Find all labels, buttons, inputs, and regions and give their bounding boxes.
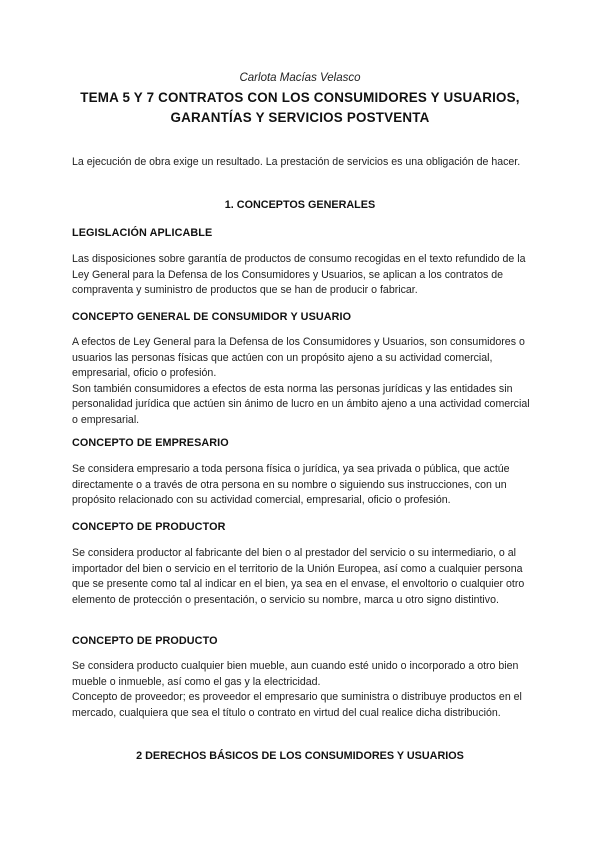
empresario-paragraph (72, 462, 536, 509)
producto-text-2: Concepto de proveedor; es proveedor el empresario que suministra o distribuye productos en el mercado, cualquiera que sea el título o contrato en virtud del cual realice dicha distribución. (72, 691, 522, 719)
subheading-legislacion-aplicable: LEGISLACIÓN APLICABLE (72, 227, 213, 239)
document-title: TEMA 5 Y 7 CONTRATOS CON LOS CONSUMIDORES Y USUARIOS, GARANTÍAS Y SERVICIOS POSTVENTA (80, 90, 520, 125)
subheading-concepto-productor: CONCEPTO DE PRODUCTOR (72, 521, 226, 533)
productor-paragraph (72, 546, 536, 608)
consumidor-paragraph (72, 335, 536, 429)
legislacion-text: Las disposiciones sobre garantía de productos de consumo recogidas en el texto refundido de la Ley General para la Defensa de los Consumidores y Usuarios, se aplican a los contratos de compraventa y suministro de productos que se han de producir o fabricar. (72, 253, 526, 297)
producto-paragraph (72, 659, 536, 721)
consumidor-text-2: Son también consumidores a efectos de esta norma las personas jurídicas y las entidades sin personalidad jurídica que actúen sin ánimo de lucro en un ámbito ajeno a una actividad comercial o empresarial. (72, 382, 530, 426)
subheading-concepto-producto: CONCEPTO DE PRODUCTO (72, 635, 218, 647)
consumidor-text-1: A efectos de Ley General para la Defensa de los Consumidores y Usuarios, son consumidores o usuarios las personas físicas que actúen con un propósito ajeno a su actividad comercial, empresarial, oficio o profesión. (72, 336, 525, 380)
section-heading-conceptos-generales: 1. CONCEPTOS GENERALES (224, 199, 376, 211)
subheading-concepto-empresario: CONCEPTO DE EMPRESARIO (72, 437, 229, 449)
productor-text: Se considera productor al fabricante del bien o al prestador del servicio o su intermediario, o al importador del bien o servicio en el territorio de la Unión Europea, así como a cualquier persona que se presente como tal al indicar en el bien, ya sea en el envase, el envoltorio o cualquier otro elemento de protección o presentación, o servicio su nombre, marca u otro signo distintivo. (72, 547, 525, 606)
intro-paragraph (72, 155, 536, 171)
section-heading-derechos-basicos: 2 DERECHOS BÁSICOS DE LOS CONSUMIDORES Y USUARIOS (136, 750, 464, 762)
legislacion-paragraph (72, 252, 536, 299)
producto-text-1: Se considera producto cualquier bien mueble, aun cuando esté unido o incorporado a otro bien mueble o inmueble, así como el gas y la electricidad. (72, 660, 519, 688)
empresario-text: Se considera empresario a toda persona física o jurídica, ya sea privada o pública, que actúe directamente o a través de otra persona en su nombre o siguiendo sus instrucciones, con un propósito relacionado con su actividad comercial, empresarial, oficio o profesión. (72, 463, 510, 507)
intro-text: La ejecución de obra exige un resultado. La prestación de servicios es una obligación de hacer. (72, 156, 521, 168)
author-name: Carlota Macías Velasco (239, 72, 361, 84)
subheading-concepto-consumidor: CONCEPTO GENERAL DE CONSUMIDOR Y USUARIO (72, 311, 352, 323)
